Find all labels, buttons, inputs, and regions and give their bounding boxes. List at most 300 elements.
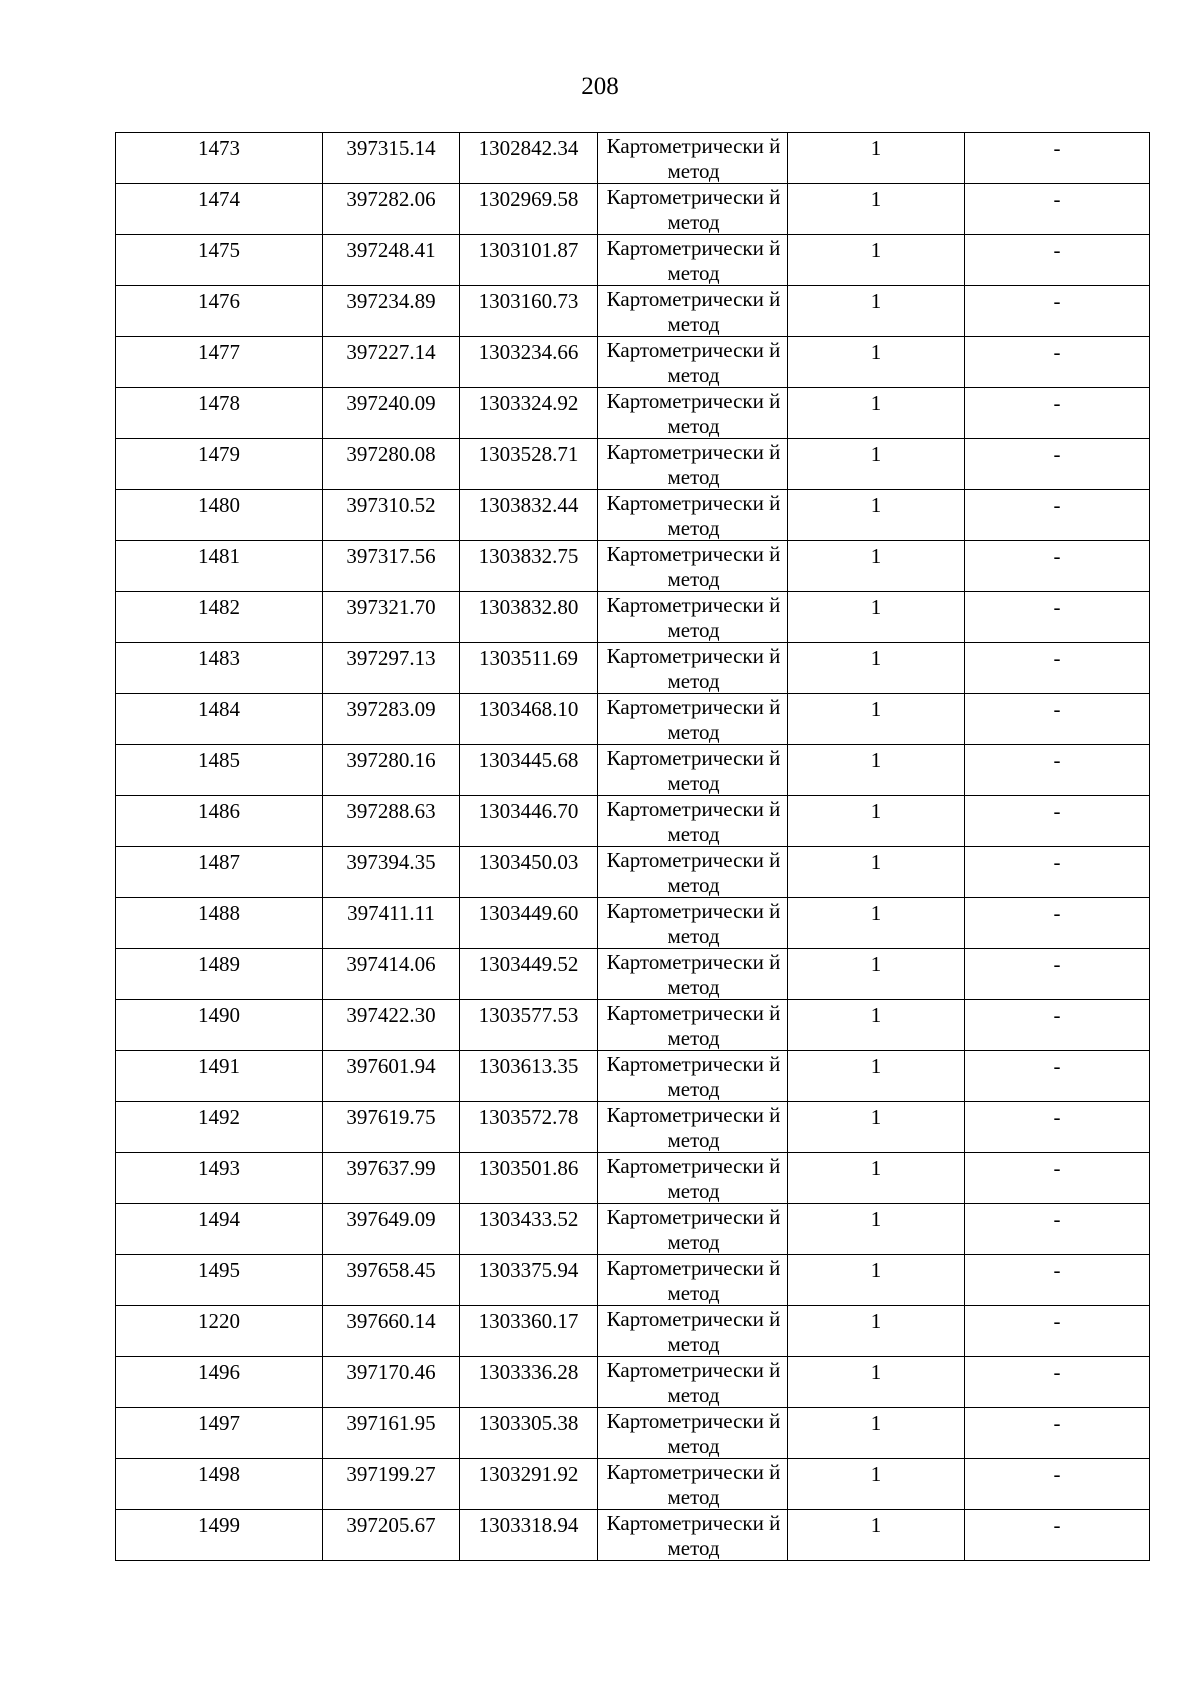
method-cell [598,898,788,949]
note-text: - [1053,1156,1061,1180]
method-cell [598,1051,788,1102]
accuracy-text: 1 [870,340,882,364]
point-number-cell [116,490,323,541]
point-number-cell [116,1204,323,1255]
note-text: - [1053,595,1061,619]
accuracy-cell [788,184,965,235]
accuracy-cell [788,1408,965,1459]
note-text: - [1053,187,1061,211]
accuracy-text: 1 [870,799,882,823]
table-row [116,643,1150,694]
point-number-text: 1482 [198,595,240,619]
method-cell [598,439,788,490]
x-coordinate-cell [323,1357,460,1408]
note-text: - [1053,544,1061,568]
x-coordinate-cell [323,1102,460,1153]
note-cell [965,1000,1150,1051]
note-cell [965,1153,1150,1204]
table-row [116,1306,1150,1357]
x-coordinate-cell [323,643,460,694]
method-cell [598,1306,788,1357]
y-coordinate-text: 1303160.73 [478,289,579,313]
note-text: - [1053,799,1061,823]
y-coordinate-cell [460,541,598,592]
y-coordinate-text: 1302842.34 [478,136,579,160]
note-cell [965,745,1150,796]
point-number-cell [116,1255,323,1306]
accuracy-text: 1 [870,1156,882,1180]
method-cell [598,592,788,643]
note-text: - [1053,1411,1061,1435]
accuracy-cell [788,286,965,337]
y-coordinate-cell [460,388,598,439]
point-number-text: 1498 [198,1462,240,1486]
y-coordinate-text: 1303832.75 [478,544,579,568]
point-number-cell [116,1000,323,1051]
x-coordinate-text: 397310.52 [346,493,436,517]
y-coordinate-cell [460,133,598,184]
y-coordinate-text: 1303572.78 [478,1105,579,1129]
x-coordinate-text: 397280.08 [346,442,436,466]
x-coordinate-cell [323,1408,460,1459]
accuracy-text: 1 [870,391,882,415]
accuracy-text: 1 [870,952,882,976]
x-coordinate-cell [323,337,460,388]
accuracy-cell [788,133,965,184]
note-cell [965,847,1150,898]
y-coordinate-cell [460,235,598,286]
method-cell [598,1204,788,1255]
note-cell [965,1255,1150,1306]
note-text: - [1053,1105,1061,1129]
accuracy-cell [788,337,965,388]
accuracy-text: 1 [870,1207,882,1231]
point-number-text: 1491 [198,1054,240,1078]
accuracy-cell [788,1510,965,1561]
point-number-cell [116,286,323,337]
table-row [116,847,1150,898]
x-coordinate-cell [323,1459,460,1510]
note-cell [965,1408,1150,1459]
method-text: Картометрически й метод [606,695,781,743]
point-number-text: 1473 [198,136,240,160]
coordinates-table [115,132,1150,1561]
method-text: Картометрически й метод [606,593,781,641]
accuracy-text: 1 [870,1411,882,1435]
method-text: Картометрически й метод [606,797,781,845]
accuracy-cell [788,847,965,898]
y-coordinate-text: 1303450.03 [478,850,579,874]
point-number-cell [116,1408,323,1459]
point-number-text: 1489 [198,952,240,976]
note-cell [965,490,1150,541]
accuracy-text: 1 [870,646,882,670]
table-row [116,388,1150,439]
y-coordinate-text: 1303832.80 [478,595,579,619]
y-coordinate-text: 1303375.94 [478,1258,579,1282]
y-coordinate-cell [460,949,598,1000]
method-cell [598,643,788,694]
x-coordinate-text: 397394.35 [346,850,436,874]
method-text: Картометрически й метод [606,644,781,692]
note-cell [965,796,1150,847]
accuracy-cell [788,592,965,643]
table-row [116,1510,1150,1561]
accuracy-cell [788,1000,965,1051]
x-coordinate-cell [323,592,460,643]
accuracy-text: 1 [870,289,882,313]
method-text: Картометрически й метод [606,1103,781,1151]
method-cell [598,541,788,592]
x-coordinate-cell [323,898,460,949]
y-coordinate-text: 1303336.28 [478,1360,579,1384]
method-cell [598,1153,788,1204]
method-cell [598,184,788,235]
accuracy-text: 1 [870,544,882,568]
accuracy-cell [788,1306,965,1357]
note-text: - [1053,391,1061,415]
note-cell [965,694,1150,745]
method-text: Картометрически й метод [606,848,781,896]
point-number-cell [116,745,323,796]
accuracy-cell [788,235,965,286]
accuracy-text: 1 [870,697,882,721]
point-number-cell [116,184,323,235]
y-coordinate-cell [460,847,598,898]
y-coordinate-cell [460,1306,598,1357]
method-text: Картометрически й метод [606,1205,781,1253]
x-coordinate-text: 397601.94 [346,1054,436,1078]
y-coordinate-cell [460,1255,598,1306]
point-number-cell [116,694,323,745]
accuracy-text: 1 [870,238,882,262]
accuracy-text: 1 [870,442,882,466]
method-text: Картометрически й метод [606,1511,781,1559]
x-coordinate-text: 397422.30 [346,1003,436,1027]
note-text: - [1053,1462,1061,1486]
table-row [116,1102,1150,1153]
method-text: Картометрически й метод [606,1052,781,1100]
point-number-cell [116,541,323,592]
y-coordinate-text: 1303445.68 [478,748,579,772]
accuracy-text: 1 [870,850,882,874]
accuracy-text: 1 [870,187,882,211]
y-coordinate-text: 1303291.92 [478,1462,579,1486]
y-coordinate-cell [460,745,598,796]
note-cell [965,235,1150,286]
method-text: Картометрически й метод [606,1154,781,1202]
point-number-text: 1493 [198,1156,240,1180]
point-number-text: 1492 [198,1105,240,1129]
point-number-text: 1483 [198,646,240,670]
y-coordinate-cell [460,592,598,643]
y-coordinate-text: 1303360.17 [478,1309,579,1333]
accuracy-text: 1 [870,748,882,772]
x-coordinate-text: 397619.75 [346,1105,436,1129]
method-text: Картометрически й метод [606,899,781,947]
note-text: - [1053,136,1061,160]
point-number-cell [116,847,323,898]
y-coordinate-text: 1303511.69 [479,646,578,670]
accuracy-text: 1 [870,1258,882,1282]
point-number-cell [116,337,323,388]
note-cell [965,184,1150,235]
x-coordinate-text: 397321.70 [346,595,436,619]
method-text: Картометрически й метод [606,1256,781,1304]
note-cell [965,439,1150,490]
note-text: - [1053,238,1061,262]
accuracy-text: 1 [870,1309,882,1333]
point-number-text: 1496 [198,1360,240,1384]
method-text: Картометрически й метод [606,338,781,386]
method-cell [598,235,788,286]
accuracy-text: 1 [870,595,882,619]
accuracy-cell [788,541,965,592]
point-number-text: 1484 [198,697,240,721]
x-coordinate-cell [323,949,460,1000]
x-coordinate-text: 397248.41 [346,238,436,262]
note-text: - [1053,697,1061,721]
y-coordinate-text: 1303501.86 [478,1156,579,1180]
table-row [116,1459,1150,1510]
accuracy-text: 1 [870,1003,882,1027]
point-number-text: 1486 [198,799,240,823]
method-text: Картометрически й метод [606,950,781,998]
method-text: Картометрически й метод [606,1409,781,1457]
note-text: - [1053,748,1061,772]
table-row [116,541,1150,592]
table-row [116,490,1150,541]
method-cell [598,1000,788,1051]
x-coordinate-text: 397288.63 [346,799,436,823]
note-text: - [1053,1513,1061,1537]
method-cell [598,133,788,184]
x-coordinate-text: 397205.67 [346,1513,436,1537]
x-coordinate-cell [323,1510,460,1561]
y-coordinate-text: 1303449.52 [478,952,579,976]
accuracy-cell [788,1204,965,1255]
note-text: - [1053,1309,1061,1333]
x-coordinate-text: 397234.89 [346,289,436,313]
method-text: Картометрически й метод [606,185,781,233]
point-number-cell [116,133,323,184]
point-number-cell [116,643,323,694]
y-coordinate-cell [460,1357,598,1408]
point-number-text: 1490 [198,1003,240,1027]
method-cell [598,1408,788,1459]
table-row [116,286,1150,337]
method-cell [598,847,788,898]
point-number-text: 1494 [198,1207,240,1231]
x-coordinate-cell [323,1051,460,1102]
method-text: Картометрически й метод [606,134,781,182]
x-coordinate-text: 397161.95 [346,1411,436,1435]
x-coordinate-text: 397282.06 [346,187,436,211]
accuracy-cell [788,1051,965,1102]
point-number-text: 1220 [198,1309,240,1333]
x-coordinate-text: 397199.27 [346,1462,436,1486]
accuracy-cell [788,1255,965,1306]
x-coordinate-cell [323,388,460,439]
table-row [116,1204,1150,1255]
accuracy-cell [788,388,965,439]
point-number-cell [116,439,323,490]
point-number-text: 1488 [198,901,240,925]
method-text: Картометрически й метод [606,440,781,488]
x-coordinate-cell [323,1306,460,1357]
y-coordinate-cell [460,286,598,337]
page-number: 208 [581,73,619,100]
x-coordinate-text: 397227.14 [346,340,436,364]
table-row [116,1153,1150,1204]
note-cell [965,388,1150,439]
accuracy-cell [788,949,965,1000]
note-cell [965,898,1150,949]
method-text: Картометрически й метод [606,389,781,437]
table-row [116,235,1150,286]
point-number-text: 1485 [198,748,240,772]
method-text: Картометрически й метод [606,1358,781,1406]
point-number-cell [116,796,323,847]
accuracy-text: 1 [870,1513,882,1537]
note-text: - [1053,289,1061,313]
table-row [116,133,1150,184]
note-text: - [1053,493,1061,517]
x-coordinate-cell [323,796,460,847]
x-coordinate-text: 397637.99 [346,1156,436,1180]
y-coordinate-text: 1303613.35 [478,1054,579,1078]
y-coordinate-cell [460,643,598,694]
table-row [116,1000,1150,1051]
table-row [116,592,1150,643]
y-coordinate-cell [460,1459,598,1510]
point-number-cell [116,1051,323,1102]
y-coordinate-text: 1303324.92 [478,391,579,415]
x-coordinate-text: 397414.06 [346,952,436,976]
note-cell [965,1459,1150,1510]
table-row [116,898,1150,949]
method-text: Картометрически й метод [606,1307,781,1355]
method-cell [598,1510,788,1561]
y-coordinate-text: 1303433.52 [478,1207,579,1231]
method-text: Картометрически й метод [606,542,781,590]
accuracy-cell [788,694,965,745]
point-number-cell [116,1357,323,1408]
note-text: - [1053,646,1061,670]
note-cell [965,286,1150,337]
note-text: - [1053,952,1061,976]
method-cell [598,388,788,439]
x-coordinate-cell [323,286,460,337]
method-cell [598,490,788,541]
accuracy-text: 1 [870,1105,882,1129]
accuracy-cell [788,1102,965,1153]
note-cell [965,541,1150,592]
method-cell [598,337,788,388]
table-row [116,1255,1150,1306]
note-cell [965,592,1150,643]
y-coordinate-text: 1303468.10 [478,697,579,721]
point-number-text: 1481 [198,544,240,568]
y-coordinate-cell [460,337,598,388]
y-coordinate-cell [460,1051,598,1102]
point-number-text: 1476 [198,289,240,313]
accuracy-cell [788,1357,965,1408]
table-body [116,133,1150,1561]
accuracy-text: 1 [870,1054,882,1078]
y-coordinate-text: 1303577.53 [478,1003,579,1027]
y-coordinate-cell [460,184,598,235]
x-coordinate-text: 397317.56 [346,544,436,568]
x-coordinate-cell [323,1204,460,1255]
y-coordinate-cell [460,1000,598,1051]
table-row [116,796,1150,847]
note-text: - [1053,901,1061,925]
x-coordinate-cell [323,184,460,235]
y-coordinate-cell [460,1153,598,1204]
method-cell [598,1255,788,1306]
accuracy-text: 1 [870,136,882,160]
note-cell [965,1204,1150,1255]
x-coordinate-cell [323,235,460,286]
note-text: - [1053,1360,1061,1384]
accuracy-cell [788,898,965,949]
table-row [116,337,1150,388]
note-text: - [1053,1207,1061,1231]
x-coordinate-text: 397660.14 [346,1309,436,1333]
method-cell [598,745,788,796]
x-coordinate-text: 397170.46 [346,1360,436,1384]
point-number-text: 1477 [198,340,240,364]
method-cell [598,286,788,337]
x-coordinate-text: 397240.09 [346,391,436,415]
method-text: Картометрически й метод [606,287,781,335]
x-coordinate-cell [323,439,460,490]
method-text: Картометрически й метод [606,1460,781,1508]
y-coordinate-text: 1303101.87 [478,238,579,262]
accuracy-cell [788,1153,965,1204]
point-number-cell [116,1459,323,1510]
method-cell [598,694,788,745]
y-coordinate-text: 1303318.94 [478,1513,579,1537]
y-coordinate-cell [460,1510,598,1561]
note-text: - [1053,442,1061,466]
x-coordinate-cell [323,694,460,745]
x-coordinate-cell [323,1000,460,1051]
table-row [116,694,1150,745]
y-coordinate-cell [460,1204,598,1255]
y-coordinate-text: 1303528.71 [478,442,579,466]
point-number-cell [116,949,323,1000]
point-number-text: 1497 [198,1411,240,1435]
accuracy-text: 1 [870,1462,882,1486]
accuracy-cell [788,745,965,796]
point-number-cell [116,898,323,949]
y-coordinate-cell [460,490,598,541]
x-coordinate-text: 397297.13 [346,646,436,670]
point-number-cell [116,1153,323,1204]
accuracy-cell [788,490,965,541]
point-number-text: 1499 [198,1513,240,1537]
accuracy-text: 1 [870,493,882,517]
method-text: Картометрически й метод [606,1001,781,1049]
table-row [116,439,1150,490]
x-coordinate-cell [323,133,460,184]
note-cell [965,1102,1150,1153]
x-coordinate-cell [323,1153,460,1204]
table-row [116,1408,1150,1459]
y-coordinate-cell [460,898,598,949]
